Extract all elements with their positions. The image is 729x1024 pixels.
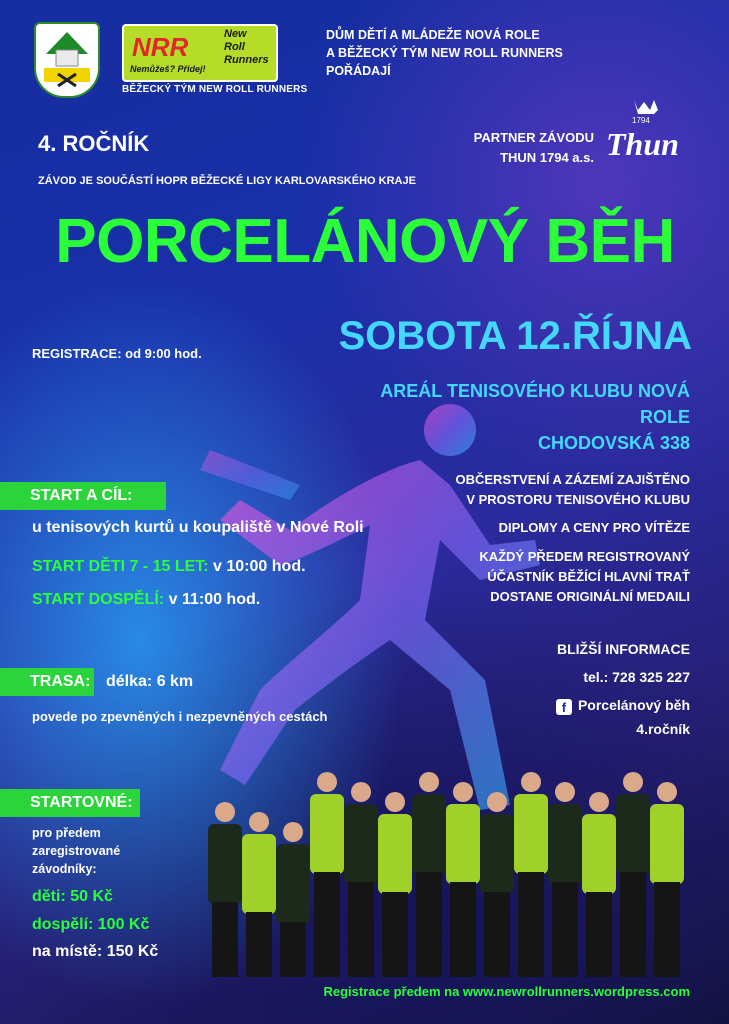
runner-body [446,804,480,884]
runner-body [616,794,650,874]
runner-body [310,794,344,874]
team-photo [195,752,700,987]
fee-adults: dospělí: 100 Kč [32,916,150,933]
contact-heading: BLIŽŠÍ INFORMACE [557,641,690,657]
nrr-mark: NRR [132,32,189,62]
runner-head [521,772,541,792]
runner-body [650,804,684,884]
runner-head [623,772,643,792]
info-medal: KAŽDÝ PŘEDEM REGISTROVANÝ ÚČASTNÍK BĚŽÍCÍ HLAVNÍ TRAŤ DOSTANE ORIGINÁLNÍ MEDAILI [479,549,690,604]
runner-body [480,814,514,894]
facebook-edition: 4.ročník [636,721,690,737]
fee-on-site: na místě: 150 Kč [32,943,159,960]
runner-head [249,812,269,832]
start-place: u tenisových kurtů u koupaliště v Nové Roli [32,519,364,536]
runner-legs [518,872,544,977]
facebook-link[interactable]: f Porcelánový běh [470,697,690,715]
runner-legs [280,922,306,977]
runner-head [385,792,405,812]
runner-body [548,804,582,884]
thun-logo [604,96,704,168]
runner-body [344,804,378,884]
runner-legs [314,872,340,977]
runner-legs [484,892,510,977]
registration-time: REGISTRACE: od 9:00 hod. [32,346,202,361]
route-tag: TRASA: [0,668,94,696]
runner-legs [586,892,612,977]
runner-legs [348,882,374,977]
fees-tag: STARTOVNÉ: [0,789,140,817]
runner-head [555,782,575,802]
nrr-name: New Roll Runners [224,28,269,66]
start-tag: START A CÍL: [0,482,166,510]
town-crest-logo [34,22,100,98]
runner-legs [212,902,238,977]
runner-head [487,792,507,812]
route-description: povede po zpevněných i nezpevněných cestách [32,709,328,724]
facebook-icon: f [556,699,572,715]
fees-note: pro předem zaregistrované závodníky: [32,826,121,876]
runner-head [283,822,303,842]
start-kids: START DĚTI 7 - 15 LET: v 10:00 hod. [32,558,306,575]
fee-kids: děti: 50 Kč [32,888,113,905]
runner-legs [246,912,272,977]
runner-head [317,772,337,792]
registration-footer: Registrace předem na www.newrollrunners.wordpress.com [323,984,690,999]
nrr-subtitle: BĚŽECKÝ TÝM NEW ROLL RUNNERS [122,84,308,95]
runner-head [419,772,439,792]
runner-body [412,794,446,874]
info-awards: DIPLOMY A CENY PRO VÍTĚZE [498,520,690,535]
event-date: SOBOTA 12.ŘÍJNA [338,314,692,358]
runner-head [589,792,609,812]
info-refreshment: OBČERSTVENÍ A ZÁZEMÍ ZAJIŠTĚNO V PROSTORU TENISOVÉHO KLUBU [455,472,690,507]
new-roll-runners-logo [122,24,278,82]
runner-legs [654,882,680,977]
runner-body [378,814,412,894]
event-title: PORCELÁNOVÝ BĚH [55,207,675,276]
runner-legs [620,872,646,977]
runner-body [208,824,242,904]
runner-legs [552,882,578,977]
thun-word: Thun [606,126,679,162]
runner-body [276,844,310,924]
runner-legs [416,872,442,977]
route-length: délka: 6 km [106,673,194,690]
runner-body [242,834,276,914]
runner-body [514,794,548,874]
start-adults: START DOSPĚLÍ: v 11:00 hod. [32,591,261,608]
runner-body [582,814,616,894]
runner-legs [382,892,408,977]
thun-year: 1794 [632,116,650,125]
nrr-slogan: Nemůžeš? Přidej! [130,64,206,74]
edition-label: 4. ROČNÍK [38,131,150,156]
runner-head [215,802,235,822]
contact-phone: tel.: 728 325 227 [583,669,690,685]
runner-head [351,782,371,802]
runner-legs [450,882,476,977]
partner-label: PARTNER ZÁVODU THUN 1794 a.s. [473,130,594,165]
organizer-text: DŮM DĚTÍ A MLÁDEŽE NOVÁ ROLE A BĚŽECKÝ TÝM NEW ROLL RUNNERS POŘÁDAJÍ [326,28,563,78]
runner-head [657,782,677,802]
runner-head [453,782,473,802]
venue-address: AREÁL TENISOVÉHO KLUBU NOVÁ ROLE CHODOVSKÁ 338 [380,381,690,453]
league-note: ZÁVOD JE SOUČÁSTÍ HOPR BĚŽECKÉ LIGY KARLOVARSKÉHO KRAJE [38,175,416,187]
